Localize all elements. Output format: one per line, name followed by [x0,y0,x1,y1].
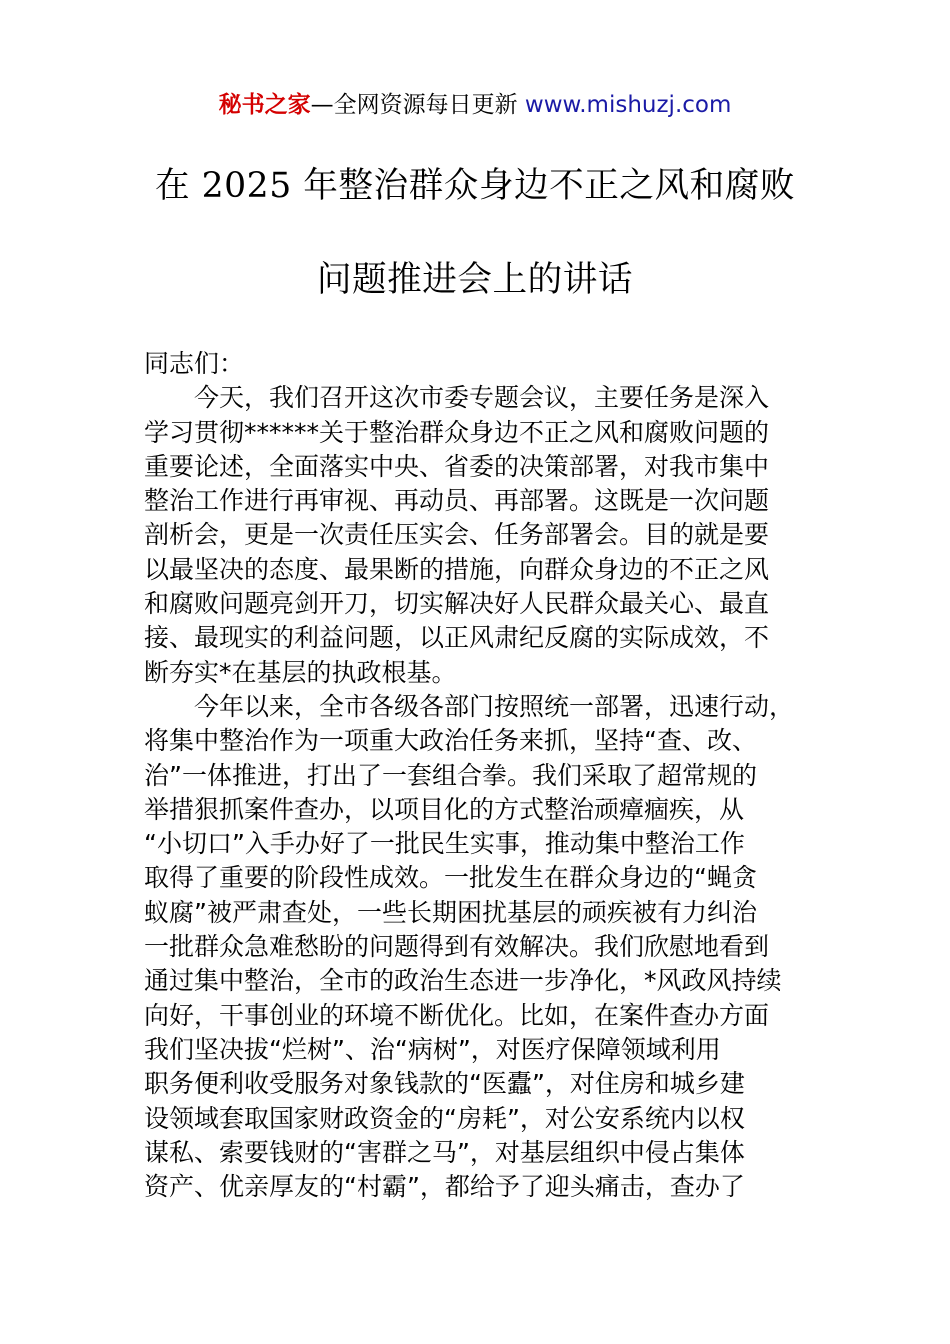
paragraph-line: 我们坚决拔“烂树”、治“病树”，对医疗保障领域利用 [144,1034,721,1064]
paragraph-line: 以最坚决的态度、最果断的措施，向群众身边的不正之风 [144,554,770,584]
paragraph-line: 将集中整治作为一项重大政治任务来抓，坚持“查、改、 [144,726,757,756]
document-title-line-1: 在 2025 年整治群众身边不正之风和腐败 [154,166,796,206]
paragraph-line: “小切口”入手办好了一批民生实事，推动集中整治工作 [144,829,745,859]
paragraph-line: 整治工作进行再审视、再动员、再部署。这既是一次问题 [144,486,770,516]
paragraph-line: 一批群众急难愁盼的问题得到有效解决。我们欣慰地看到 [144,932,770,962]
paragraph-line: 资产、优亲厚友的“村霸”，都给予了迎头痛击，查办了 [144,1172,745,1202]
paragraph-line: 断夯实*在基层的执政根基。 [144,657,457,687]
paragraph-line: 今天，我们召开这次市委专题会议，主要任务是深入 [194,383,770,413]
paragraph-line: 谋私、索要钱财的“害群之马”，对基层组织中侵占集体 [144,1137,745,1167]
paragraph-line: 职务便利收受服务对象钱款的“医蠹”，对住房和城乡建 [144,1069,745,1099]
header-tagline: —全网资源每日更新 [310,92,525,118]
paragraph-line: 剖析会，更是一次责任压实会、任务部署会。目的就是要 [144,520,770,550]
paragraph-line: 举措狠抓案件查办，以项目化的方式整治顽瘴痼疾，从 [144,794,745,824]
salutation: 同志们： [144,349,245,378]
paragraph-line: 今年以来，全市各级各部门按照统一部署，迅速行动， [194,691,795,721]
brand-name: 秘书之家 [218,92,311,118]
site-header [0,88,950,122]
paragraph-line: 学习贯彻******关于整治群众身边不正之风和腐败问题的 [144,417,770,447]
document-title-line-2: 问题推进会上的讲话 [316,260,634,300]
site-url[interactable]: www.mishuzj.com [524,92,732,118]
paragraph-line: 治”一体推进，打出了一套组合拳。我们采取了超常规的 [144,760,757,790]
paragraph-line: 蚁腐”被严肃查处，一些长期困扰基层的顽疾被有力纠治 [144,897,757,927]
paragraph-line: 和腐败问题亮剑开刀，切实解决好人民群众最关心、最直 [144,589,770,619]
paragraph-line: 取得了重要的阶段性成效。一批发生在群众身边的“蝇贪 [144,863,757,893]
paragraph-line: 接、最现实的利益问题，以正风肃纪反腐的实际成效，不 [144,623,770,653]
paragraph-line: 向好，干事创业的环境不断优化。比如，在案件查办方面 [144,1000,770,1030]
speech-body [144,347,824,1204]
paragraph-line: 设领域套取国家财政资金的“房耗”，对公安系统内以权 [144,1103,745,1133]
paragraph-line: 通过集中整治，全市的政治生态进一步净化，*风政风持续 [144,966,782,996]
paragraph-line: 重要论述，全面落实中央、省委的决策部署，对我市集中 [144,451,770,481]
